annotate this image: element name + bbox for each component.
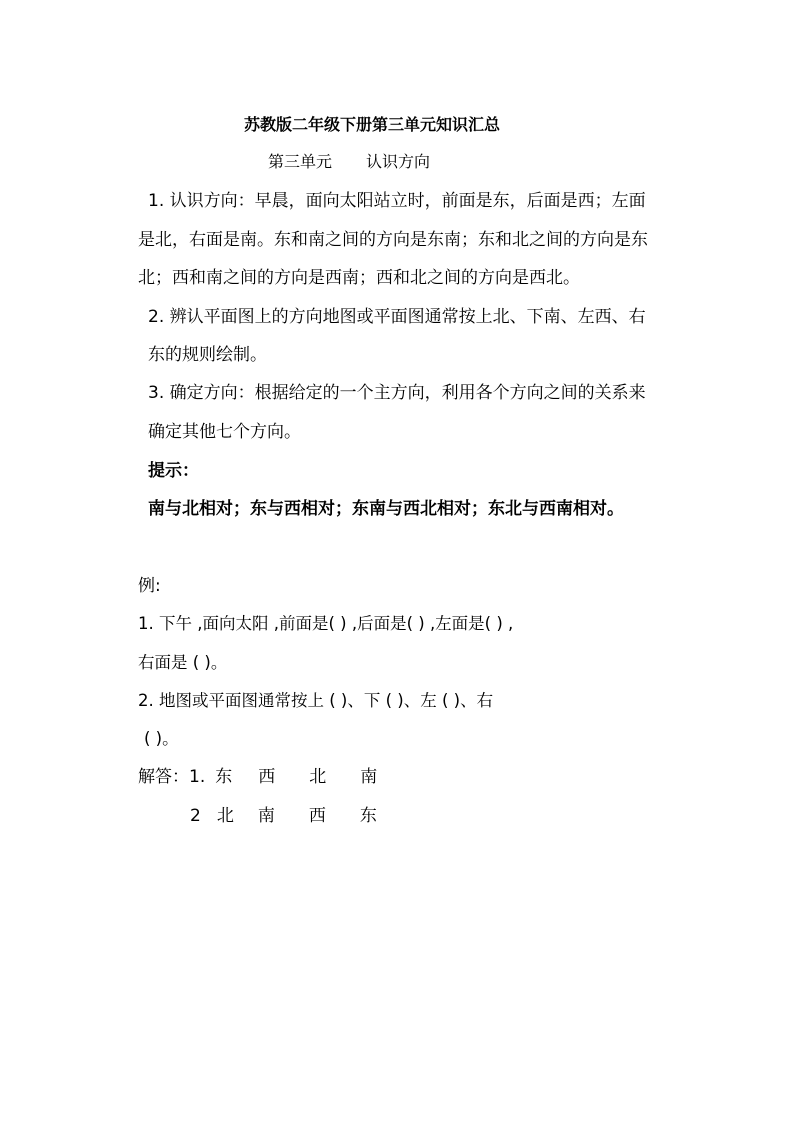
example-question-2-line-2: ( )。 — [144, 729, 179, 748]
hint-text: 南与北相对；东与西相对；东南与西北相对；东北与西南相对。 — [148, 499, 624, 519]
hint-label: 提示： — [148, 461, 199, 481]
example-question-2-line-1: 2. 地图或平面图通常按上 ( )、下 ( )、左 ( )、右 — [138, 691, 494, 710]
answer-1-blank-1: 东 — [215, 767, 233, 787]
point-2-line-1: 2. 辨认平面图上的方向地图或平面图通常按上北、下南、左西、右 — [148, 307, 646, 327]
answer-2-blank-3: 西 — [308, 806, 326, 826]
answer-row-2 — [190, 806, 377, 826]
answer-row-1 — [138, 767, 377, 787]
answer-2-number: 2 — [190, 806, 201, 826]
point-3-line-1: 3. 确定方向：根据给定的一个主方向，利用各个方向之间的关系来 — [148, 383, 646, 403]
answer-1-number: 1. — [189, 767, 206, 787]
answer-label: 解答： — [138, 767, 189, 787]
answer-1-blank-4: 南 — [360, 767, 378, 787]
answer-1-blank-3: 北 — [309, 767, 327, 787]
point-1-line-2: 是北，右面是南。东和南之间的方向是东南；东和北之间的方向是东 — [138, 230, 648, 250]
answer-1-blank-2: 西 — [258, 767, 276, 787]
point-2-line-2: 东的规则绘制。 — [148, 345, 267, 365]
example-question-1-line-2: 右面是 ( )。 — [138, 653, 228, 672]
point-1-line-3: 北；西和南之间的方向是西南；西和北之间的方向是西北。 — [138, 268, 580, 288]
example-label: 例: — [138, 576, 161, 596]
point-1-line-1: 1. 认识方向：早晨，面向太阳站立时，前面是东，后面是西；左面 — [148, 191, 646, 211]
example-question-1-line-1: 1. 下午 ,面向太阳 ,前面是( ) ,后面是( ) ,左面是( ) , — [138, 614, 514, 633]
unit-heading — [268, 152, 430, 172]
answer-2-blank-1: 北 — [216, 806, 234, 826]
unit-label: 第三单元 — [268, 152, 333, 171]
point-3-line-2: 确定其他七个方向。 — [148, 422, 301, 442]
answer-2-blank-2: 南 — [257, 806, 275, 826]
answer-2-blank-4: 东 — [359, 806, 377, 826]
document-title: 苏教版二年级下册第三单元知识汇总 — [244, 115, 501, 134]
unit-name: 认识方向 — [366, 152, 431, 171]
